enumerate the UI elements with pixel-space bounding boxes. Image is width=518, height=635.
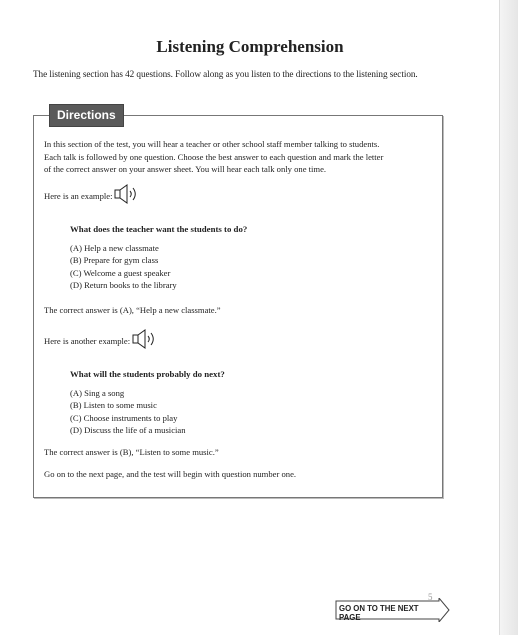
- speaker-icon[interactable]: [132, 329, 158, 353]
- option-item: (A) Sing a song: [70, 388, 125, 398]
- option-item: (C) Choose instruments to play: [70, 412, 178, 423]
- closing-instruction: Go on to the next page, and the test will begin with question number one.: [44, 469, 297, 479]
- page-number: 5: [428, 592, 433, 602]
- example-lead-text: Here is an example:: [44, 190, 113, 201]
- option-item: (D) Return books to the library: [70, 280, 177, 291]
- option-item: (C) Welcome a guest speaker: [70, 267, 171, 278]
- example-1-question: What does the teacher want the students to do?: [70, 224, 248, 234]
- example-1-options: [70, 242, 177, 292]
- directions-line: of the correct answer on your answer sheet. You will hear each talk only one time.: [44, 164, 327, 174]
- next-page-label: GO ON TO THE NEXT PAGE: [339, 604, 419, 622]
- page-title: Listening Comprehension: [156, 37, 344, 56]
- example-2-lead: [44, 329, 436, 353]
- example-2-answer: The correct answer is (B), “Listen to some music.”: [44, 447, 219, 457]
- next-page-button[interactable]: [335, 598, 451, 627]
- directions-heading: Directions: [49, 104, 124, 127]
- intro-text: The listening section has 42 questions. Follow along as you listen to the directions to the listening section.: [33, 69, 418, 79]
- example-2-options: [70, 387, 186, 437]
- example-2-question: What will the students probably do next?: [70, 369, 225, 379]
- option-item: (D) Discuss the life of a musician: [70, 425, 186, 436]
- example-lead-text: Here is another example:: [44, 335, 131, 346]
- example-1-answer: The correct answer is (A), “Help a new classmate.”: [44, 305, 221, 315]
- directions-line: In this section of the test, you will hear a teacher or other school staff member talking to students.: [44, 139, 380, 149]
- option-item: (A) Help a new classmate: [70, 243, 159, 253]
- example-1-lead: [44, 184, 436, 208]
- directions-line: Each talk is followed by one question. Choose the best answer to each question and mark the letter: [44, 151, 384, 162]
- directions-paragraph: [44, 138, 436, 176]
- speaker-icon[interactable]: [114, 184, 140, 208]
- option-item: (B) Listen to some music: [70, 400, 157, 411]
- option-item: (B) Prepare for gym class: [70, 255, 159, 266]
- page-edge: [499, 0, 518, 635]
